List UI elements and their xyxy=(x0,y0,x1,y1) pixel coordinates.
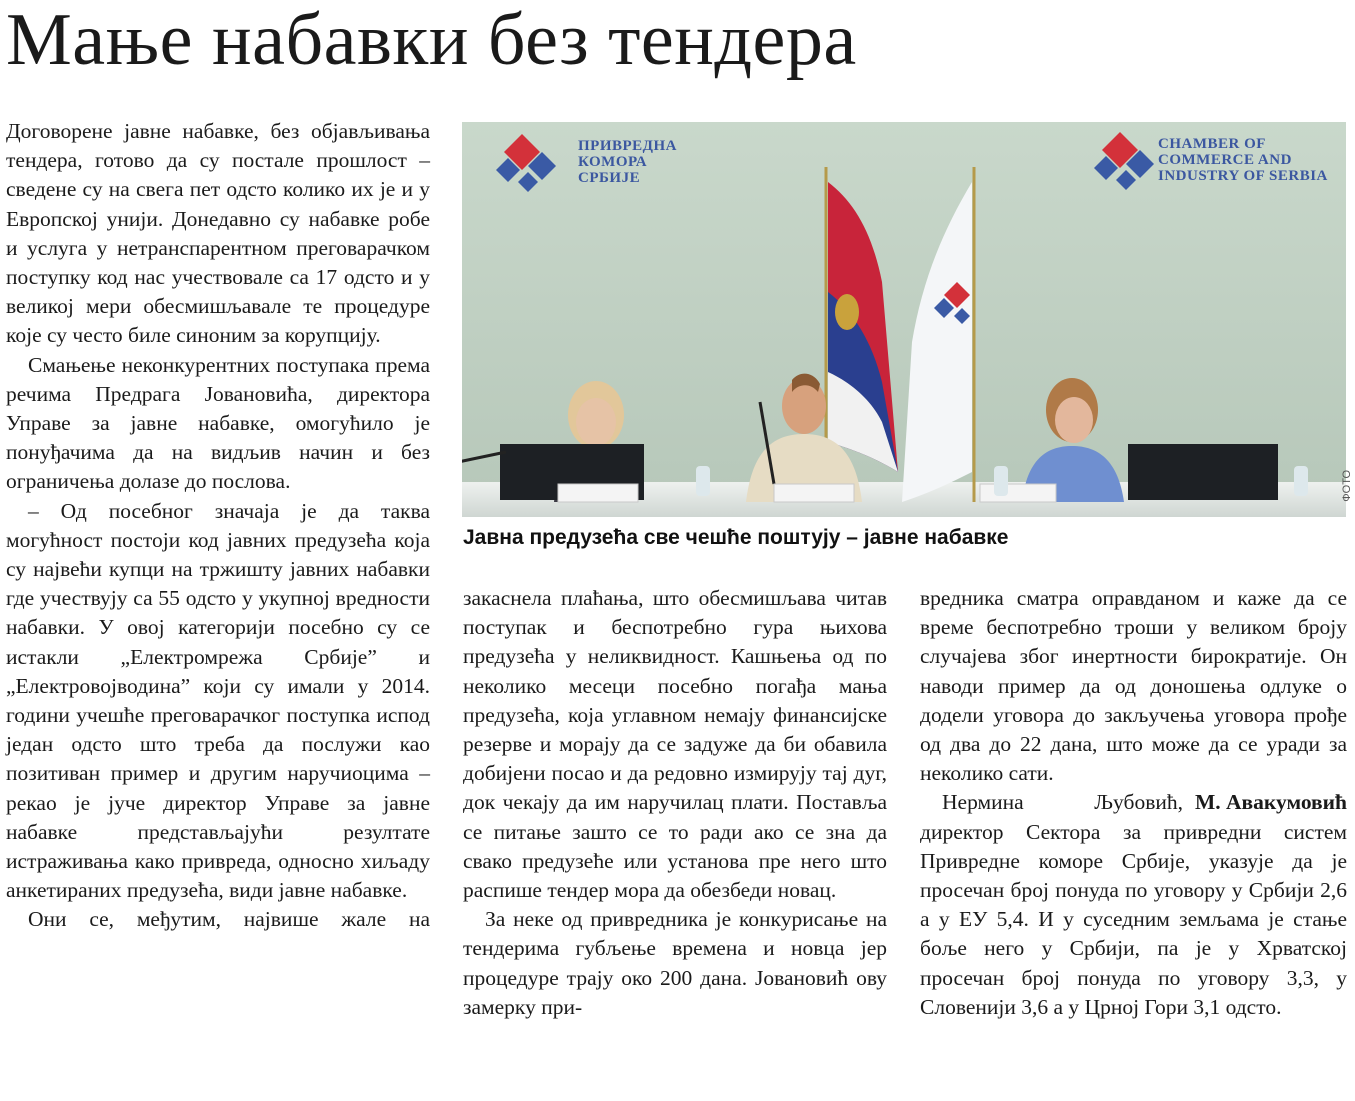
logo-right-line-2: COMMERCE AND xyxy=(1158,152,1292,168)
logo-left-line-1: ПРИВРЕДНА xyxy=(578,138,677,154)
paragraph: – Од посебног значаја је да таква могућност постоји код јавних предузећа која су највећи купци на тржишту јавних набавки где учествују са 55 одсто у укупној вредности набавки. У овој категорији посебно су се истакли „Електромрежа Србије” и „Електровојводина” који су имали у 2014. години учешће преговарачког поступка испод један одсто што треба да послужи као позитиван пример и другим наручиоцима – рекао је јуче директор Управе за јавне набавке представљајући резултате истраживања како привреда, односно хиљаду анкетираних предузећа, види јавне набавке. xyxy=(6,498,430,903)
paragraph: Смањење неконкурентних поступака према речима Предрага Јовановића, директора Управе за јавне набавке, омогућило је понуђачима да на видљив начин и без ограничења долазе до послова. xyxy=(6,352,430,494)
paragraph: закаснела плаћања, што обесмишљава читав поступак и беспотребно гура њихова предузећа у неликвидност. Кашњења од по неколико месеци посебно погађа мања предузећа, која углавном немају финансијске резерве и морају да се задуже да би обавила добијени посао и да редовно измирују тај дуг, док чекају да им наручилац плати. Поставља се питање зашто се то ради ако се зна да свако предузеће или установа пре него што распише тендер мора да обезбеди новац. xyxy=(463,586,887,903)
headline: Мање набавки без тендера xyxy=(6,0,857,81)
paragraph xyxy=(920,788,1347,1022)
paragraph: Они се, међутим, највише жале на xyxy=(28,907,430,932)
logo-left-line-3: СРБИЈЕ xyxy=(578,170,641,186)
paragraph: Договорене јавне набавке, без објављивања тендера, готово да су постале прошлост – сведене су на свега пет одсто колико их је и у Европској унији. Донедавно су набавке робе и услуга у нетранспарентном преговарачком поступку код нас учествовале са 17 одсто и у великој мери обесмишљавале те процедуре које су често биле синоним за корупцију. xyxy=(6,119,430,348)
paragraph: За неке од привредника је конкурисање на тендерима губљење времена и новца јер процедуре трају око 200 дана. Јовановић ову замерку при- xyxy=(463,907,887,1019)
logo-right-line-1: CHAMBER OF xyxy=(1158,136,1266,152)
monitor-right xyxy=(1128,444,1278,500)
article-photo xyxy=(462,122,1346,517)
photo-credit: ФОТО xyxy=(1341,470,1353,502)
logo-left-line-2: КОМОРА xyxy=(578,154,648,170)
photo-caption: Јавна предузећа све чешће поштују – јавне набавке xyxy=(463,526,1009,549)
author-byline: М. Авакумовић xyxy=(1194,790,1347,815)
logo-right-line-3: INDUSTRY OF SERBIA xyxy=(1158,168,1328,184)
article-column-1 xyxy=(6,117,430,935)
paragraph-text: Нермина Љубовић, директор Сектора за привредни систем Привредне коморе Србије, указује да је просечан број понуда по уговору у Србији 2,6 а у ЕУ 5,4. И у суседним земљама је стање боље него у Србији, па је у Хрватској просечан број понуда по уговору 3,3, у Словенији 3,6 а у Црној Гори 3,1 одсто. xyxy=(920,790,1347,1019)
press-conference-photo xyxy=(462,122,1346,517)
article-column-3 xyxy=(920,584,1347,1022)
article-column-2 xyxy=(463,584,887,1022)
paragraph: вредника сматра оправданом и каже да се време беспотребно троши у великом броју случајева због инертности бирократије. Он наводи пример да од доношења одлуке о додели уговора до закључења уговора прође од два до 22 дана, што може да се уради за неколико сати. xyxy=(920,586,1347,786)
